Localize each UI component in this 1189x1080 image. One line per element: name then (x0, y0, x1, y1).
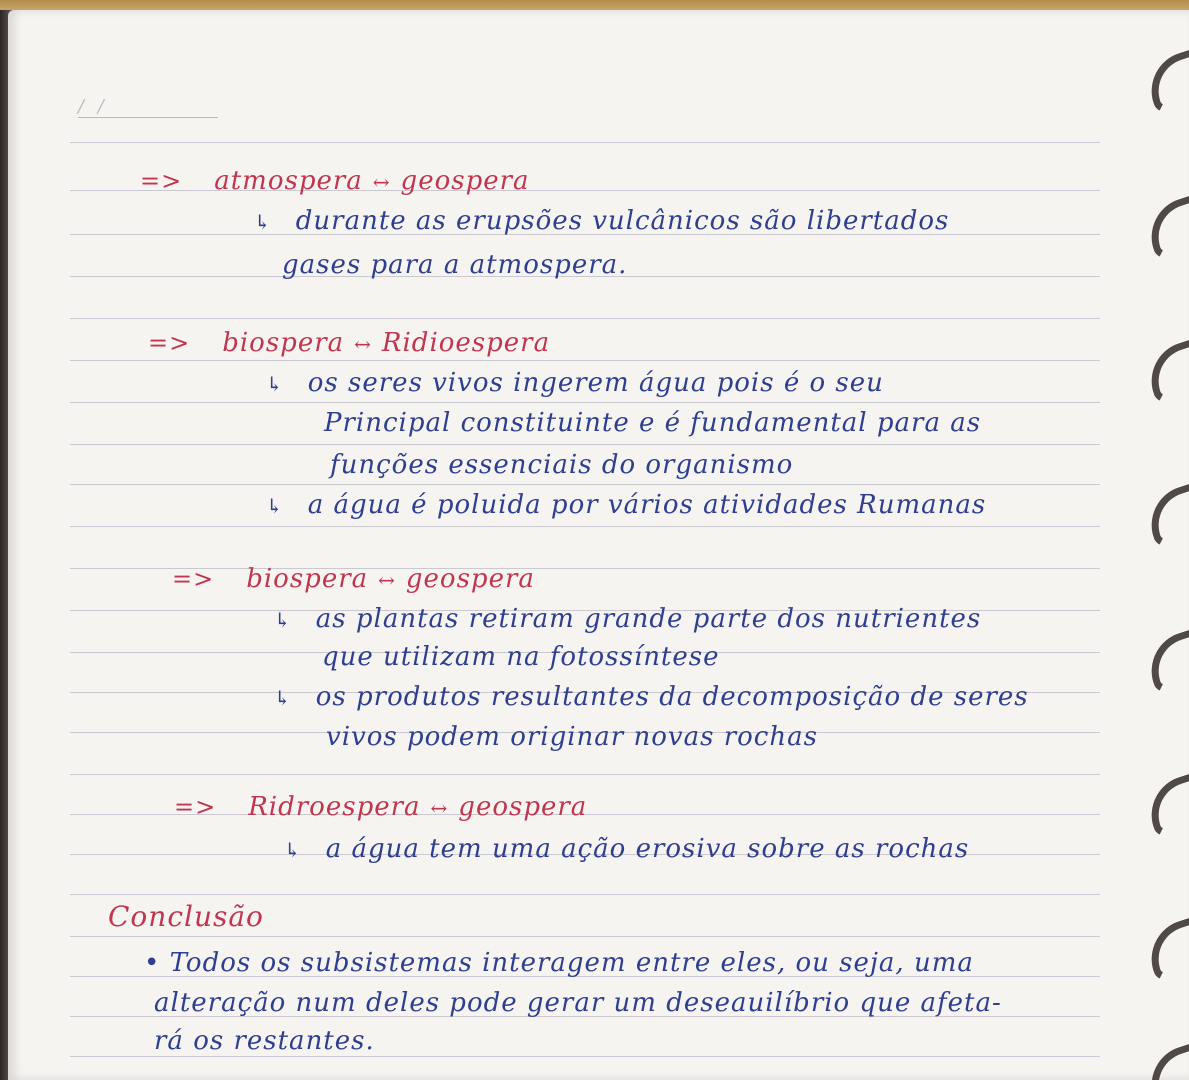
note-text: durante as erupsões vulcânicos são libertados (295, 206, 950, 236)
double-arrow-icon: ↔ (430, 796, 449, 820)
note-line (266, 488, 986, 523)
heading-left-term: biospera (246, 564, 369, 594)
ruled-line (70, 484, 1100, 485)
curved-arrow-icon: ↳ (274, 608, 292, 632)
heading-left-term: Ridroespera (248, 792, 421, 822)
ruled-line (70, 402, 1100, 403)
heading-left-term: biospera (222, 328, 345, 358)
note-text: os produtos resultantes da decomposição de seres (315, 682, 1029, 712)
note-line (274, 602, 981, 637)
heading-right-term: Ridioespera (381, 328, 551, 358)
ruled-line (70, 894, 1100, 895)
curved-arrow-icon: ↳ (266, 494, 284, 518)
note-line (266, 366, 884, 401)
curved-arrow-icon: ↳ (266, 372, 284, 396)
spiral-ring (1141, 917, 1189, 983)
ruled-line (70, 526, 1100, 527)
note-line (282, 248, 627, 282)
heading-left-term: atmospera (214, 166, 363, 196)
heading-right-term: geospera (458, 792, 588, 822)
spiral-ring (1141, 629, 1189, 695)
note-line (322, 640, 720, 674)
conclusion-line: rá os restantes. (154, 1026, 375, 1056)
implies-arrow: => (148, 329, 191, 357)
spiral-ring (1141, 195, 1189, 261)
note-text: as plantas retiram grande parte dos nutrientes (315, 604, 982, 634)
conclusion-line: • Todos os subsistemas interagem entre eles, ou seja, uma (144, 948, 974, 978)
spiral-ring (1141, 339, 1189, 405)
implies-arrow: => (140, 167, 183, 195)
note-text: vivos podem originar novas rochas (326, 722, 818, 752)
heading-right-term: geospera (400, 166, 530, 196)
section-heading (148, 326, 550, 361)
conclusion-line: alteração num deles pode gerar um deseauilíbrio que afeta- (154, 988, 1002, 1018)
heading-right-term: geospera (405, 564, 535, 594)
note-line (330, 448, 793, 482)
curved-arrow-icon: ↳ (284, 838, 302, 862)
ruled-line (70, 444, 1100, 445)
double-arrow-icon: ↔ (372, 170, 391, 194)
note-text: os seres vivos ingerem água pois é o seu (307, 368, 884, 398)
note-text: Principal constituinte e é fundamental para as (324, 408, 982, 438)
implies-arrow: => (174, 793, 217, 821)
double-arrow-icon: ↔ (378, 568, 396, 592)
section-heading (140, 164, 530, 199)
note-line (326, 720, 818, 754)
spiral-ring (1141, 1043, 1189, 1080)
note-text: que utilizam na fotossíntese (322, 642, 720, 672)
spiral-ring (1141, 773, 1189, 839)
spiral-ring (1141, 49, 1189, 115)
note-text: a água é poluida por vários atividades Rumanas (307, 490, 987, 520)
ruled-line (70, 142, 1100, 143)
section-heading (172, 562, 535, 597)
double-arrow-icon: ↔ (354, 332, 372, 356)
curved-arrow-icon: ↳ (254, 210, 272, 234)
note-text: funções essenciais do organismo (330, 450, 794, 480)
date-field: / / (78, 96, 218, 118)
implies-arrow: => (172, 565, 215, 593)
note-line (274, 680, 1029, 715)
note-text: a água tem uma ação erosiva sobre as rochas (325, 834, 970, 864)
note-line (324, 406, 981, 440)
section-heading (174, 790, 587, 825)
ruled-line (70, 774, 1100, 775)
curved-arrow-icon: ↳ (274, 686, 292, 710)
spiral-ring (1141, 483, 1189, 549)
ruled-line (70, 318, 1100, 319)
note-line (284, 832, 969, 867)
note-text: gases para a atmospera. (282, 250, 628, 280)
conclusion-title: Conclusão (108, 900, 264, 933)
ruled-line (70, 936, 1100, 937)
notebook-page (8, 10, 1189, 1080)
note-line (254, 204, 949, 239)
